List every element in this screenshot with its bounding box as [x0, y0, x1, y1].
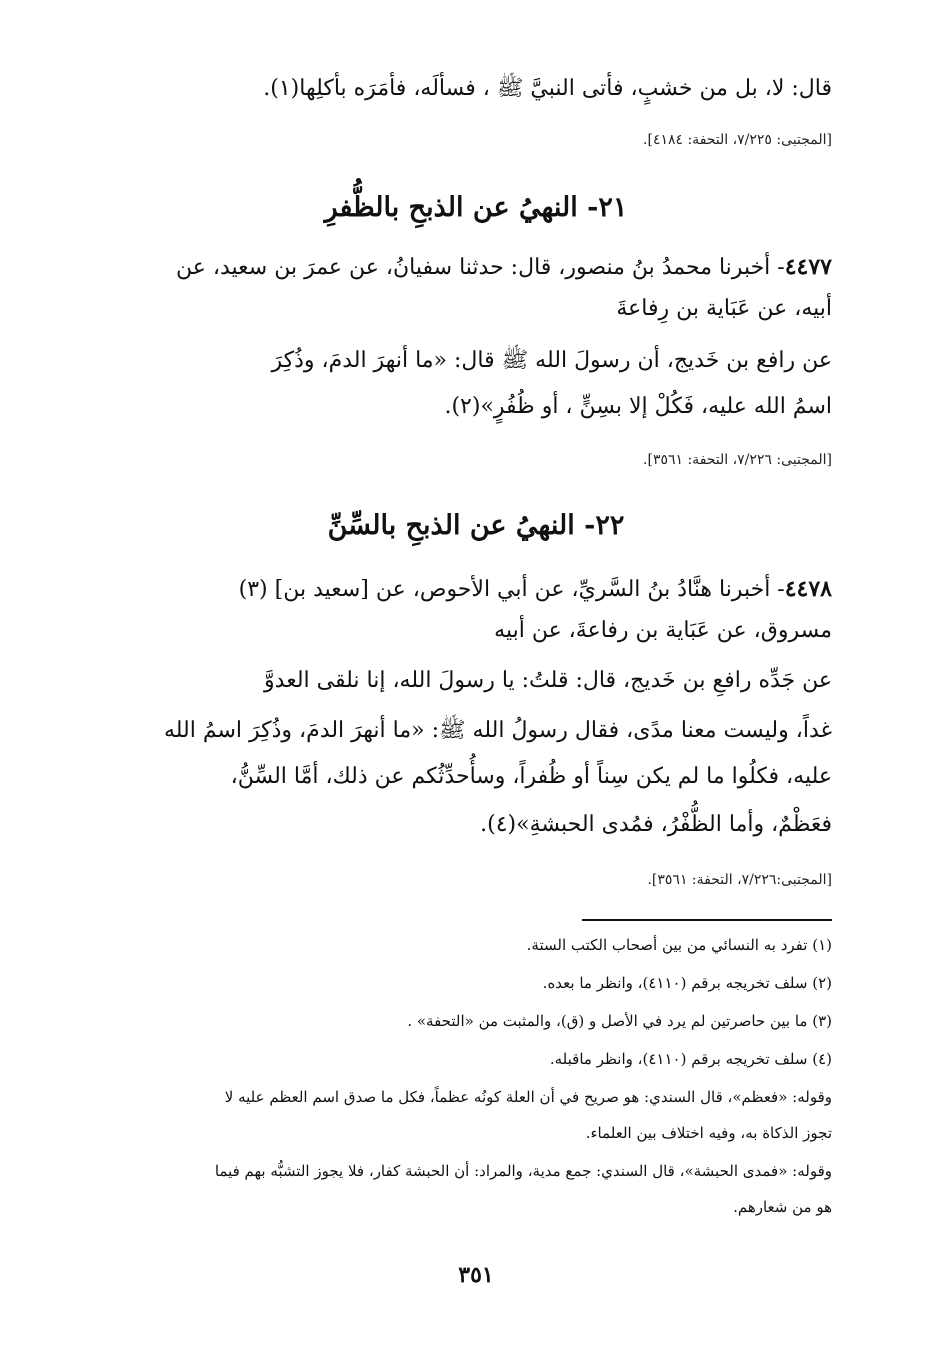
hadith-isnad-line: أبيه، عن عَبَاية بن رِفاعةَ [616, 296, 832, 321]
footnote: (٤) سلف تخريجه برقم (٤١١٠)، وانظر ماقبله. [549, 1050, 832, 1068]
hadith-number: ٤٤٧٨ [784, 576, 832, 602]
footnote: (١) تفرد به النسائي من بين أصحاب الكتب الستة. [526, 936, 832, 954]
hadith-isnad-line [120, 576, 832, 602]
hadith-matn-line: عن رافع بن خَديج، أن رسولَ الله ﷺ قال: «ما أنهرَ الدمَ، وذُكِرَ [271, 348, 832, 373]
citation: [المجتبى:٧/٢٢٦، التحفة: ٣٥٦١]. [647, 872, 832, 888]
hadith-matn-line: غداً، وليست معنا مدًى، فقال رسولُ الله ﷺ: «ما أنهرَ الدمَ، وذُكِرَ اسمُ الله [163, 718, 832, 743]
footnote: (٣) ما بين حاصرتين لم يرد في الأصل و (ق)، والمثبت من «التحفة» . [407, 1012, 832, 1030]
footnote-note: وقوله: «فعظم»، قال السندي: هو صريح في أن العلة كونُه عظماً، فكل ما صدق اسم العظم عليه لا [224, 1088, 832, 1106]
footnote-separator [582, 919, 832, 921]
isnad-text: - أخبرنا محمدُ بنُ منصور، قال: حدثنا سفيانُ، عن عمرَ بن سعيد، عن [176, 255, 785, 280]
hadith-matn-line: فعَظْمٌ، وأما الظُّفْرُ، فمُدى الحبشةِ»(٤). [480, 812, 832, 837]
hadith-matn-line: عليه، فكلُوا ما لم يكن سِناً أو ظُفراً، وسأُحدِّثُكم عن ذلك، أمَّا السِّنُّ، [230, 764, 832, 789]
footnote-note: تجوز الذكاة به، وفيه اختلاف بين العلماء. [585, 1124, 832, 1142]
citation: [المجتبى: ٧/٢٢٥، التحفة: ٤١٨٤]. [643, 132, 832, 148]
text-line: قال: لا، بل من خشبٍ، فأتى النبيَّ ﷺ ، فسألَه، فأمَرَه بأكلِها(١). [263, 76, 832, 101]
footnote-note: هو من شعارهم. [733, 1198, 832, 1216]
section-heading: ٢٢- النهيُ عن الذبحِ بالسِّنِّ [327, 510, 625, 541]
page-number: ٣٥١ [458, 1262, 494, 1288]
citation: [المجتبى: ٧/٢٢٦، التحفة: ٣٥٦١]. [643, 452, 832, 468]
isnad-text: - أخبرنا هنَّادُ بنُ السَّريِّ، عن أبي الأحوص، عن [سعيد بن] (٣) [238, 577, 785, 602]
footnote-note: وقوله: «فمدى الحبشة»، قال السندي: جمع مدية، والمراد: أن الحبشة كفار، فلا يجوز التشبُّه بهم فيما [214, 1162, 832, 1180]
hadith-matn-line: عن جَدِّه رافعِ بن خَديج، قال: قلتُ: يا رسولَ الله، إنا نلقى العدوَّ [264, 668, 832, 693]
footnote: (٢) سلف تخريجه برقم (٤١١٠)، وانظر ما بعده. [542, 974, 832, 992]
hadith-isnad-line: مسروق، عن عَبَاية بن رفاعةَ، عن أبيه [494, 618, 832, 643]
document-page [120, 0, 832, 1362]
hadith-number: ٤٤٧٧ [784, 254, 832, 280]
hadith-isnad-line [120, 254, 832, 280]
hadith-matn-line: اسمُ الله عليه، فَكُلْ إلا بسِنٍّ ، أو ظُفُرٍ»(٢). [444, 394, 832, 419]
section-heading: ٢١- النهيُ عن الذبحِ بالظُّفرِ [324, 192, 628, 223]
